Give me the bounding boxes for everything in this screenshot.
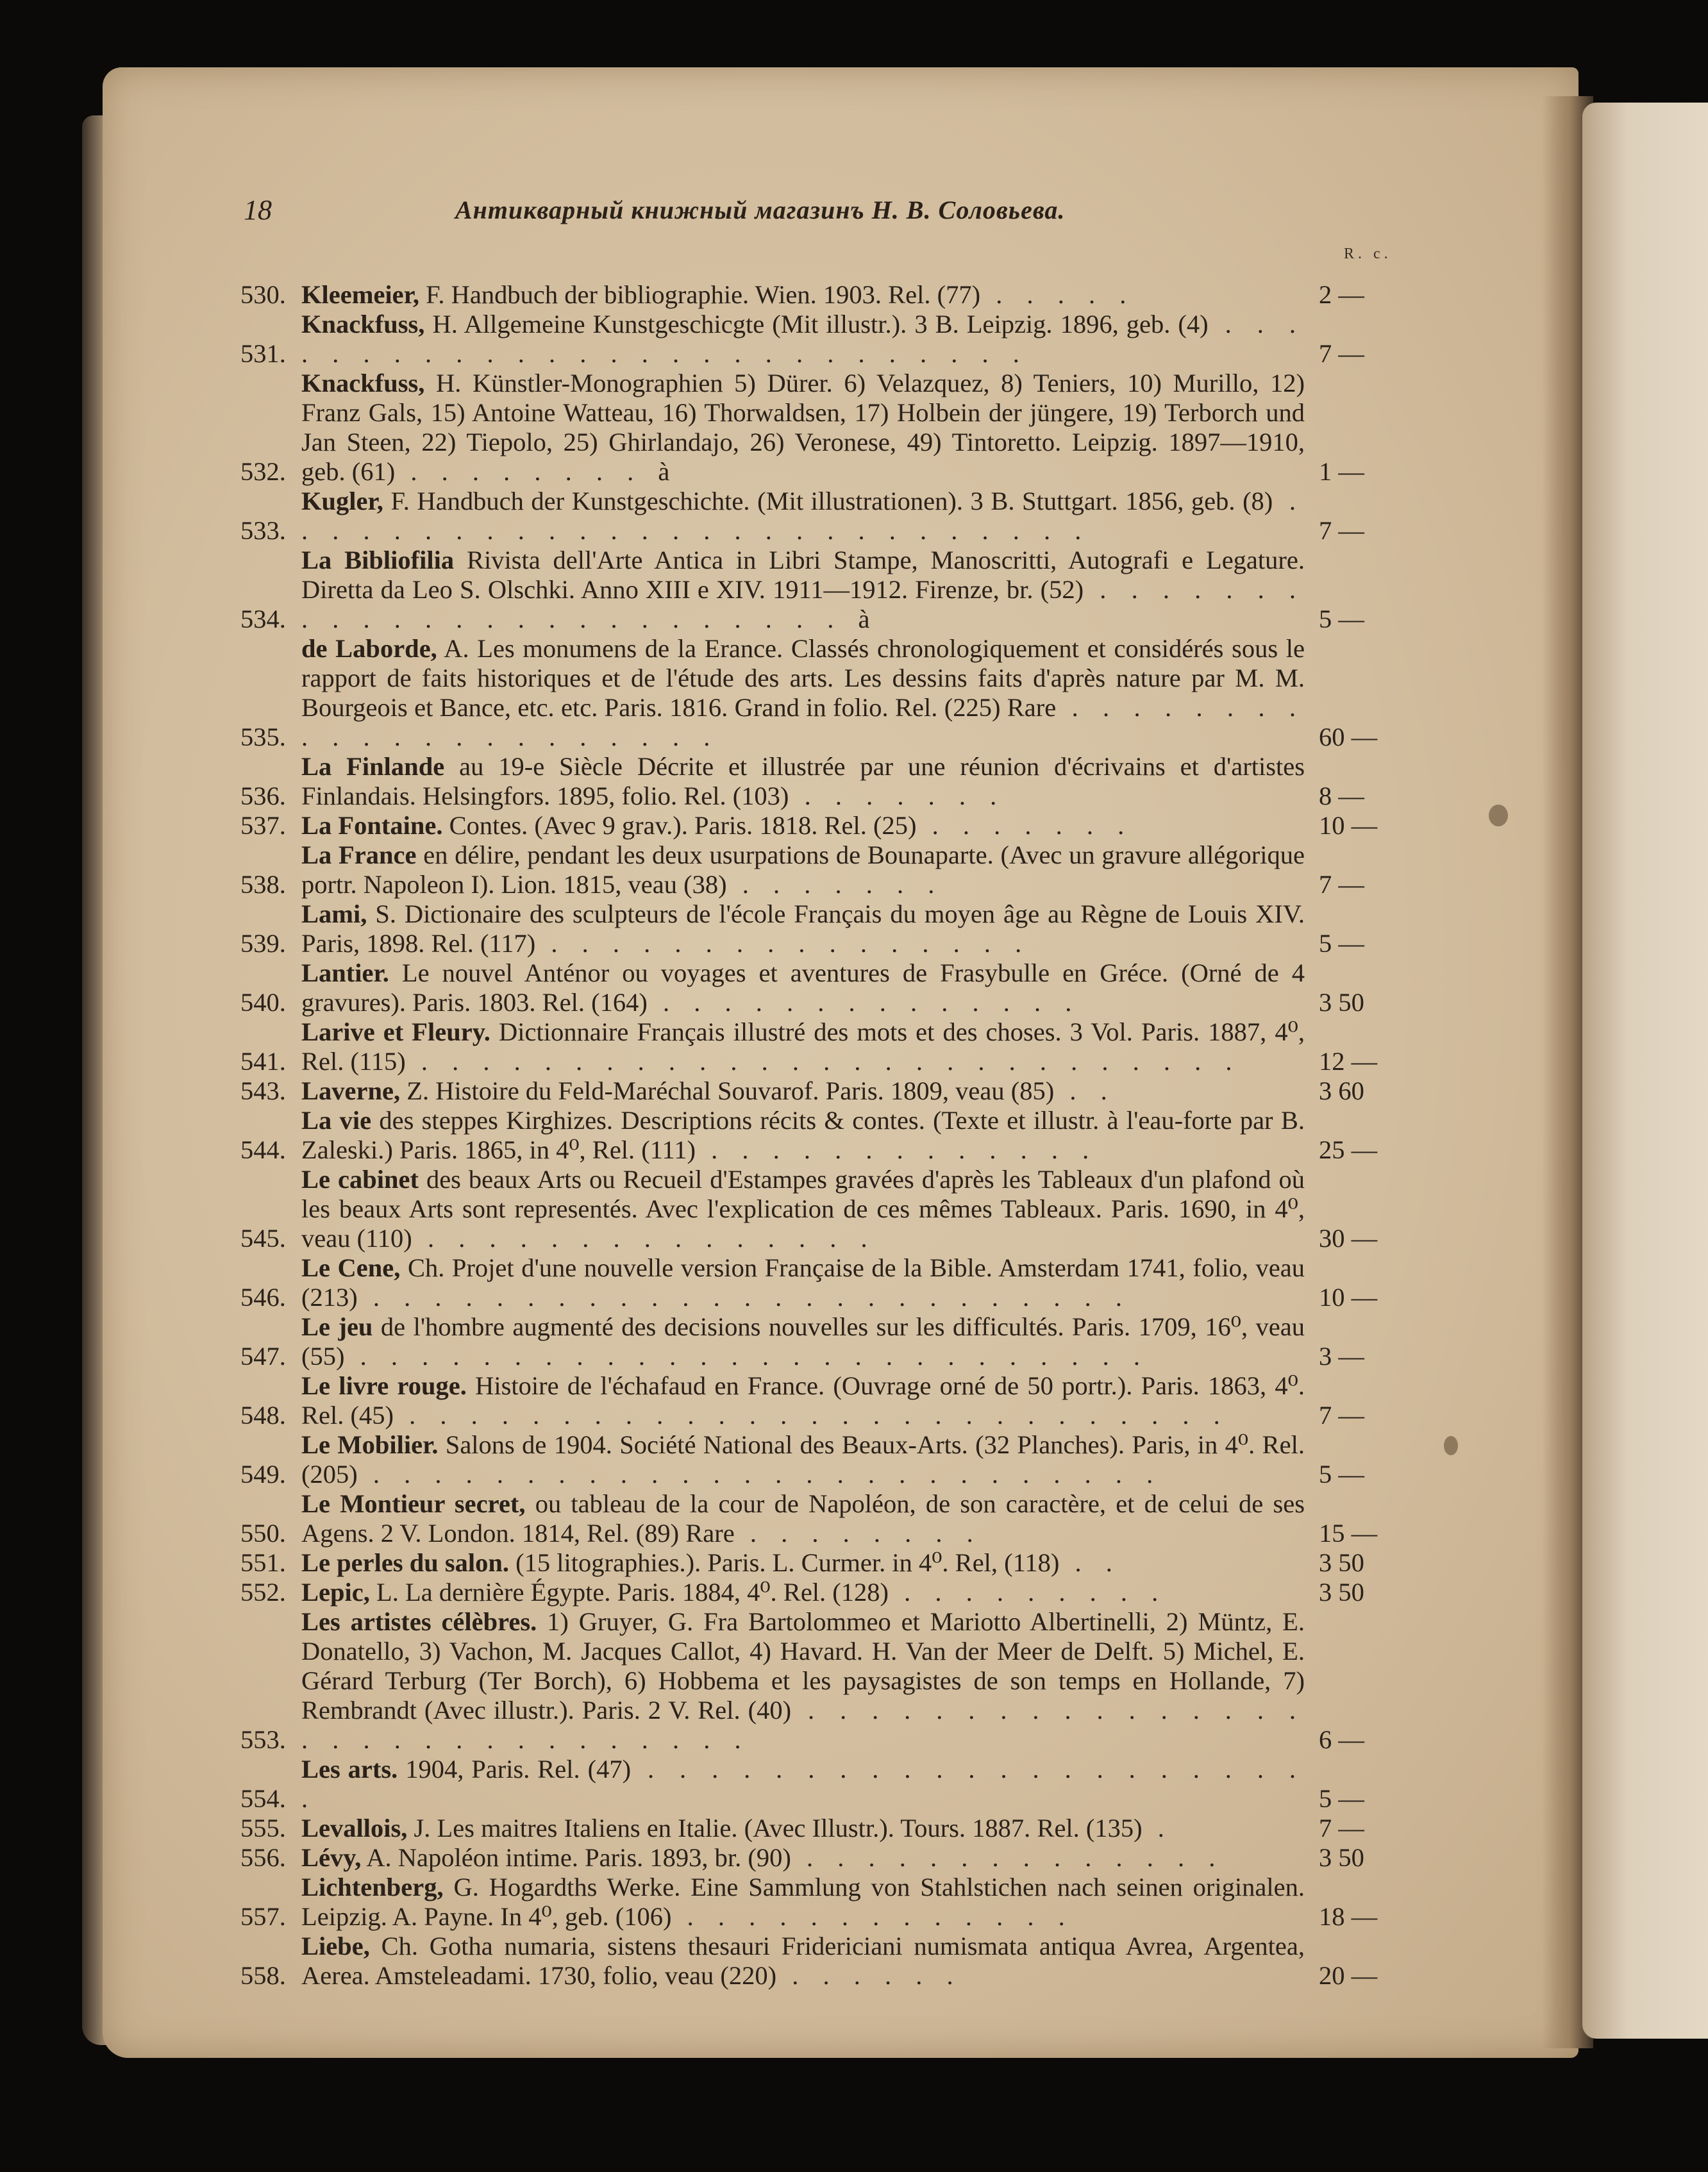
entry-number: 534.	[240, 605, 286, 633]
catalogue-entries	[240, 280, 1407, 1991]
entry-number: 558.	[240, 1961, 286, 1990]
dot-leader: . . . . . . . . . . . . . . .	[412, 1224, 876, 1253]
entry-price: 3 50	[1319, 988, 1364, 1017]
dot-leader: . . . . . . . . . . . . . . . . . . . . . . . . . . .	[301, 487, 1305, 545]
catalogue-entry	[240, 546, 1407, 634]
entry-author-title: Le livre rouge.	[301, 1371, 467, 1400]
entry-description	[301, 1578, 1305, 1607]
dot-leader: . . . . . . . . . . . . . . . . . . . . . . . . . à	[301, 575, 1305, 633]
entry-author-title: Lami,	[301, 899, 367, 928]
entry-number: 538.	[240, 870, 286, 899]
entry-details: en délire, pendant les deux usurpations de Bounaparte. (Avec un gravure allégorique portr. Napoleon I). Lion. 1815, veau (38)	[301, 840, 1305, 899]
dot-leader: . . . . . . . . . . . . . . . . . . . . . .	[301, 693, 1305, 751]
entry-details: G. Hogardths Werke. Eine Sammlung von Stahlstichen nach seinen originalen. Leipzig. A. Payne. In 4⁰, geb. (106)	[301, 1873, 1305, 1931]
entry-author-title: Laverne,	[301, 1076, 401, 1105]
entry-author-title: Liebe,	[301, 1932, 370, 1960]
entry-details: Contes. (Avec 9 grav.). Paris. 1818. Rel. (25)	[442, 811, 917, 840]
entry-description	[301, 1932, 1305, 1991]
entry-details: Le nouvel Anténor ou voyages et aventures de Frasybulle en Gréce. (Orné de 4 gravures). Paris. 1803. Rel. (164)	[301, 958, 1305, 1017]
entry-details: de l'hombre augmenté des decisions nouvelles sur les difficultés. Paris. 1709, 16⁰, veau (55)	[301, 1312, 1305, 1371]
catalogue-entry	[240, 1017, 1407, 1076]
catalogue-entry	[240, 840, 1407, 899]
entry-description	[301, 752, 1305, 811]
catalogue-entry	[240, 369, 1407, 487]
entry-number: 539.	[240, 929, 286, 958]
entry-price: 12 —	[1319, 1047, 1378, 1076]
entry-description	[301, 546, 1305, 634]
catalogue-entry	[240, 1253, 1407, 1312]
catalogue-entry	[240, 811, 1407, 840]
entry-description	[301, 811, 1305, 840]
entry-number: 535.	[240, 723, 286, 751]
entry-price: 10 —	[1319, 811, 1378, 840]
entry-price: 3 60	[1319, 1076, 1364, 1105]
dot-leader: . . . . . . . . . . . . . . . . . . . . . . . . . .	[357, 1460, 1162, 1489]
dot-leader: . . . . . . .	[726, 870, 944, 899]
entry-author-title: Le perles du salon.	[301, 1548, 510, 1577]
entry-price: 10 —	[1319, 1283, 1378, 1312]
dot-leader: . . . . . . . . .	[889, 1578, 1168, 1607]
entry-number: 540.	[240, 988, 286, 1017]
catalogue-entry	[240, 1607, 1407, 1755]
entry-description	[301, 487, 1305, 546]
entry-price: 15 —	[1319, 1519, 1378, 1548]
entry-description	[301, 1755, 1305, 1814]
catalogue-entry	[240, 899, 1407, 958]
entry-description	[301, 899, 1305, 958]
entry-price: 7 —	[1319, 870, 1364, 899]
entry-number: 551.	[240, 1548, 286, 1577]
entry-author-title: Les arts.	[301, 1755, 398, 1784]
entry-details: J. Les maitres Italiens en Italie. (Avec Illustr.). Tours. 1887. Rel. (135)	[407, 1814, 1143, 1842]
page-number: 18	[244, 194, 272, 226]
entry-author-title: Kleemeier,	[301, 280, 420, 309]
entry-details: Histoire de l'échafaud en France. (Ouvrage orné de 50 portr.). Paris. 1863, 4⁰. Rel. (45)	[301, 1371, 1305, 1430]
entry-author-title: Lantier.	[301, 958, 389, 987]
entry-number: 532.	[240, 457, 286, 486]
entry-description	[301, 1489, 1305, 1548]
entry-number: 537.	[240, 811, 286, 840]
catalogue-entry	[240, 752, 1407, 811]
entry-details: S. Dictionaire des sculpteurs de l'école Français du moyen âge au Règne de Louis XIV. Paris, 1898. Rel. (117)	[301, 899, 1305, 958]
entry-details: Ch. Gotha numaria, sistens thesauri Fridericiani numismata antiqua Avrea, Argentea, Aerea. Amsteleadami. 1730, folio, veau (220)	[301, 1932, 1305, 1990]
entry-details: 1) Gruyer, G. Fra Bartolommeo et Mariotto Albertinelli, 2) Müntz, E. Donatello, 3) Vachon, M. Jacques Callot, 4) Havard. H. Van der Meer de Delft. 5) Michel, E. Gérard Terburg (Ter Borch), 6) Hobbema et les paysagistes de son temps en Hollande, 7) Rembrandt (Avec illustr.). Paris. 2 V. Rel. (40)	[301, 1607, 1305, 1725]
entry-details: Rivista dell'Arte Antica in Libri Stampe, Manoscritti, Autografi e Legature. Diretta da Leo S. Olschki. Anno XIII e XIV. 1911—1912. Firenze, br. (52)	[301, 546, 1305, 604]
catalogue-entry	[240, 1873, 1407, 1932]
entry-description	[301, 369, 1305, 487]
entry-price: 18 —	[1319, 1902, 1378, 1931]
entry-price: 5 —	[1319, 605, 1364, 633]
entry-number: 555.	[240, 1814, 286, 1842]
entry-author-title: Levallois,	[301, 1814, 408, 1842]
catalogue-entry	[240, 1076, 1407, 1106]
entry-author-title: La Bibliofilia	[301, 546, 455, 574]
entry-description	[301, 1312, 1305, 1371]
dot-leader: . . . . . . . .	[734, 1519, 982, 1548]
catalogue-entry	[240, 958, 1407, 1017]
entry-author-title: Lepic,	[301, 1578, 370, 1607]
dot-leader: . . . . . . . . . . . . . . . . . . . . . . . . .	[357, 1283, 1131, 1312]
entry-number: 552.	[240, 1578, 286, 1607]
entry-author-title: Le jeu	[301, 1312, 373, 1341]
entry-description	[301, 1430, 1305, 1489]
dot-leader: . . . . . . . . . . . . . . . . . . . . . . . . . . .	[301, 310, 1305, 368]
entry-price: 25 —	[1319, 1135, 1378, 1164]
ink-blot	[1489, 805, 1508, 826]
entry-details: F. Handbuch der bibliographie. Wien. 1903. Rel. (77)	[419, 280, 981, 309]
entry-number: 545.	[240, 1224, 286, 1253]
entry-number: 541.	[240, 1047, 286, 1076]
entry-author-title: Lichtenberg,	[301, 1873, 444, 1901]
entry-number: 553.	[240, 1725, 286, 1754]
catalogue-entry	[240, 1489, 1407, 1548]
dot-leader: . . . . . . .	[916, 811, 1134, 840]
entry-description	[301, 1017, 1305, 1076]
entry-description	[301, 280, 1305, 310]
entry-price: 3 50	[1319, 1548, 1364, 1577]
entry-details: A. Napoléon intime. Paris. 1893, br. (90)	[361, 1843, 791, 1872]
catalogue-entry	[240, 1548, 1407, 1578]
entry-price: 7 —	[1319, 1401, 1364, 1430]
dot-leader: . .	[1059, 1548, 1121, 1577]
entry-description	[301, 1076, 1305, 1106]
entry-price: 2 —	[1319, 280, 1364, 309]
entry-price: 5 —	[1319, 929, 1364, 958]
entry-price: 3 50	[1319, 1578, 1364, 1607]
entry-price: 5 —	[1319, 1460, 1364, 1489]
entry-author-title: Le Montieur secret,	[301, 1489, 526, 1518]
dot-leader: . . . . . . . . . . . . . . . . . . . . . . . . . . . . . . .	[301, 1696, 1305, 1754]
facing-page-edge	[1582, 103, 1708, 2039]
entry-author-title: Kugler,	[301, 487, 383, 515]
entry-details: H. Allgemeine Kunstgeschicgte (Mit illustr.). 3 B. Leipzig. 1896, geb. (4)	[424, 310, 1209, 338]
entry-author-title: La vie	[301, 1106, 372, 1135]
entry-number: 536.	[240, 781, 286, 810]
dot-leader: . . . . . . . . . . . . .	[671, 1902, 1074, 1931]
catalogue-entry	[240, 1932, 1407, 1991]
entry-details: A. Les monumens de la Erance. Classés chronologiquement et considérés sous le rapport de faits historiques et de l'étude des arts. Les dessins faits d'après nature par M. M. Bourgeois et Bance, etc. etc. Paris. 1816. Grand in folio. Rel. (225) Rare	[301, 634, 1305, 722]
entry-details: H. Künstler-Monographien 5) Dürer. 6) Velazquez, 8) Teniers, 10) Murillo, 12) Franz Gals, 15) Antoine Watteau, 16) Thorwaldsen, 17) Holbein der jüngere, 19) Terborch und Jan Steen, 22) Tiepolo, 25) Ghirlandajo, 26) Veronese, 49) Tintoretto. Leipzig. 1897—1910, geb. (61)	[301, 369, 1305, 486]
entry-description	[301, 1814, 1305, 1843]
entry-number: 549.	[240, 1460, 286, 1489]
entry-number: 533.	[240, 516, 286, 545]
entry-price: 20 —	[1319, 1961, 1378, 1990]
entry-description	[301, 1165, 1305, 1253]
entry-description	[301, 1873, 1305, 1932]
catalogue-entry	[240, 487, 1407, 546]
catalogue-entry	[240, 1578, 1407, 1607]
entry-description	[301, 1106, 1305, 1165]
entry-price: 7 —	[1319, 339, 1364, 368]
ink-blot	[1444, 1436, 1458, 1455]
dot-leader: . . . . . . . . à	[395, 457, 679, 486]
catalogue-entry	[240, 634, 1407, 752]
entry-number: 546.	[240, 1283, 286, 1312]
catalogue-entry	[240, 1430, 1407, 1489]
entry-price: 6 —	[1319, 1725, 1364, 1754]
running-header	[244, 194, 1269, 232]
entry-description	[301, 634, 1305, 752]
dot-leader: . . . . .	[980, 280, 1135, 309]
entry-details: Dictionnaire Français illustré des mots et des choses. 3 Vol. Paris. 1887, 4⁰, Rel. (115)	[301, 1017, 1305, 1076]
dot-leader: . . . . . . . . . . . . . . . . . . . . . . . . . . .	[405, 1047, 1241, 1076]
entry-author-title: La Fontaine.	[301, 811, 443, 840]
entry-description	[301, 1843, 1305, 1873]
dot-leader: . . . . . .	[776, 1961, 962, 1990]
entry-number: 554.	[240, 1784, 286, 1813]
entry-number: 530.	[240, 280, 286, 309]
entry-description	[301, 1253, 1305, 1312]
entry-details: L. La dernière Égypte. Paris. 1884, 4⁰. Rel. (128)	[369, 1578, 889, 1607]
price-column-header: R. c.	[1344, 246, 1392, 262]
entry-description	[301, 958, 1305, 1017]
entry-number: 556.	[240, 1843, 286, 1872]
entry-number: 550.	[240, 1519, 286, 1548]
entry-author-title: Knackfuss,	[301, 369, 425, 397]
catalogue-entry	[240, 1843, 1407, 1873]
entry-description	[301, 840, 1305, 899]
entry-description	[301, 1371, 1305, 1430]
dot-leader: . . . . . . . . . . . . .	[696, 1135, 1098, 1164]
entry-price: 8 —	[1319, 781, 1364, 810]
entry-number: 547.	[240, 1342, 286, 1371]
entry-details: ou tableau de la cour de Napoléon, de son caractère, et de celui de ses Agens. 2 V. London. 1814, Rel. (89) Rare	[301, 1489, 1305, 1548]
entry-number: 544.	[240, 1135, 286, 1164]
entry-details: 1904, Paris. Rel. (47)	[398, 1755, 632, 1784]
dot-leader: . . . . . . . . . . . . . . . . . . . . . . . . . .	[344, 1342, 1149, 1371]
catalogue-entry	[240, 1814, 1407, 1843]
entry-description	[301, 1607, 1305, 1755]
dot-leader: . . . . . . . . . . . . . . . . . . . . . . . . . . .	[393, 1401, 1229, 1430]
entry-details: des beaux Arts ou Recueil d'Estampes gravées d'après les Tableaux d'un plafond où les beaux Arts sont representés. Avec l'explication de ces mêmes Tableaux. Paris. 1690, in 4⁰, veau (110)	[301, 1165, 1305, 1253]
catalogue-entry	[240, 1106, 1407, 1165]
entry-details: Salons de 1904. Société National des Beaux-Arts. (32 Planches). Paris, in 4⁰. Rel. (205)	[301, 1430, 1305, 1489]
entry-details: au 19-e Siècle Décrite et illustrée par une réunion d'écrivains et d'artistes Finlandais. Helsingfors. 1895, folio. Rel. (103)	[301, 752, 1305, 810]
entry-author-title: Le Mobilier.	[301, 1430, 439, 1459]
catalogue-entry	[240, 280, 1407, 310]
entry-details: des steppes Kirghizes. Descriptions récits & contes. (Texte et illustr. à l'eau-forte par B. Zaleski.) Paris. 1865, in 4⁰, Rel. (111)	[301, 1106, 1305, 1164]
entry-price: 60 —	[1319, 723, 1378, 751]
entry-author-title: de Laborde,	[301, 634, 437, 663]
dot-leader: . . . . . . . . . . . . . . . .	[535, 929, 1031, 958]
entry-author-title: La France	[301, 840, 417, 869]
entry-number: 531.	[240, 339, 286, 368]
entry-price: 1 —	[1319, 457, 1364, 486]
entry-number: 543.	[240, 1076, 286, 1105]
dot-leader: . .	[1054, 1076, 1116, 1105]
dot-leader: . . . . . . . . . . . . . .	[647, 988, 1081, 1017]
entry-details: Ch. Projet d'une nouvelle version Française de la Bible. Amsterdam 1741, folio, veau (213)	[301, 1253, 1305, 1312]
entry-details: (15 litographies.). Paris. L. Curmer. in 4⁰. Rel, (118)	[509, 1548, 1060, 1577]
entry-number: 557.	[240, 1902, 286, 1931]
entry-author-title: La Finlande	[301, 752, 445, 781]
dot-leader: . . . . . . . . . . . . . . . . . . . . . .	[301, 1755, 1305, 1813]
entry-author-title: Le Cene,	[301, 1253, 401, 1282]
dot-leader: . . . . . . .	[789, 781, 1006, 810]
entry-price: 3 50	[1319, 1843, 1364, 1872]
entry-author-title: Le cabinet	[301, 1165, 419, 1194]
entry-number: 548.	[240, 1401, 286, 1430]
running-title: Антикварный книжный магазинъ Н. В. Соловьева.	[455, 196, 1066, 224]
catalogue-entry	[240, 1165, 1407, 1253]
catalogue-entry	[240, 1755, 1407, 1814]
entry-description	[301, 310, 1305, 369]
catalogue-entry	[240, 1371, 1407, 1430]
entry-author-title: Knackfuss,	[301, 310, 425, 338]
entry-price: 5 —	[1319, 1784, 1364, 1813]
entry-author-title: Lévy,	[301, 1843, 362, 1872]
entry-author-title: Larive et Fleury.	[301, 1017, 490, 1046]
entry-details: Z. Histoire du Feld-Maréchal Souvarof. Paris. 1809, veau (85)	[400, 1076, 1055, 1105]
dot-leader: .	[1142, 1814, 1173, 1842]
dot-leader: . . . . . . . . . . . . . .	[791, 1843, 1225, 1872]
entry-description	[301, 1548, 1305, 1578]
entry-author-title: Les artistes célèbres.	[301, 1607, 537, 1636]
entry-price: 7 —	[1319, 1814, 1364, 1842]
entry-price: 3 —	[1319, 1342, 1364, 1371]
catalogue-entry	[240, 310, 1407, 369]
catalogue-entry	[240, 1312, 1407, 1371]
entry-price: 30 —	[1319, 1224, 1378, 1253]
entry-details: F. Handbuch der Kunstgeschichte. (Mit illustrationen). 3 B. Stuttgart. 1856, geb. (8)	[383, 487, 1273, 515]
entry-price: 7 —	[1319, 516, 1364, 545]
